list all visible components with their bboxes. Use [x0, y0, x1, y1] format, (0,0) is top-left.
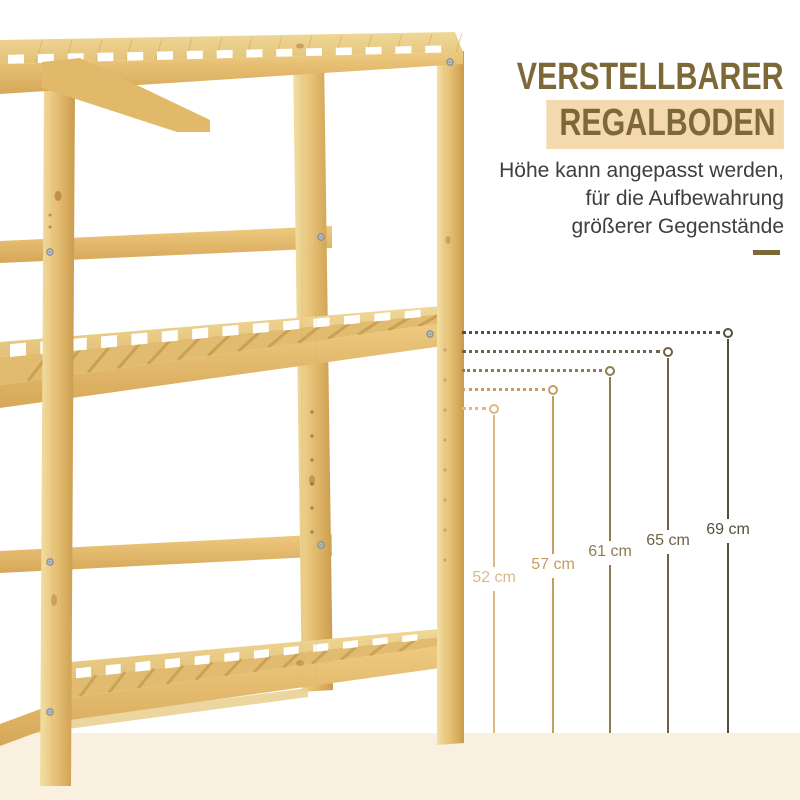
headline-highlight: REGALBODEN [547, 100, 784, 149]
headline-block [450, 54, 784, 255]
headline-line1: VERSTELLBARER [517, 56, 784, 98]
measurement-label: 69 cm [706, 521, 750, 538]
measurement-label: 61 cm [588, 543, 632, 560]
measurement-label: 57 cm [531, 556, 575, 573]
subheadline-line2: für die Aufbewahrung [585, 187, 784, 210]
subheadline [450, 157, 784, 241]
middle-leg [293, 55, 333, 692]
accent-dash [753, 250, 780, 255]
headline-line2 [517, 100, 784, 149]
measurement-label: 65 cm [646, 532, 690, 549]
subheadline-line1: Höhe kann angepasst werden, [499, 159, 784, 182]
measurement-label: 52 cm [472, 569, 516, 586]
subheadline-line3: größerer Gegenstände [571, 215, 784, 238]
